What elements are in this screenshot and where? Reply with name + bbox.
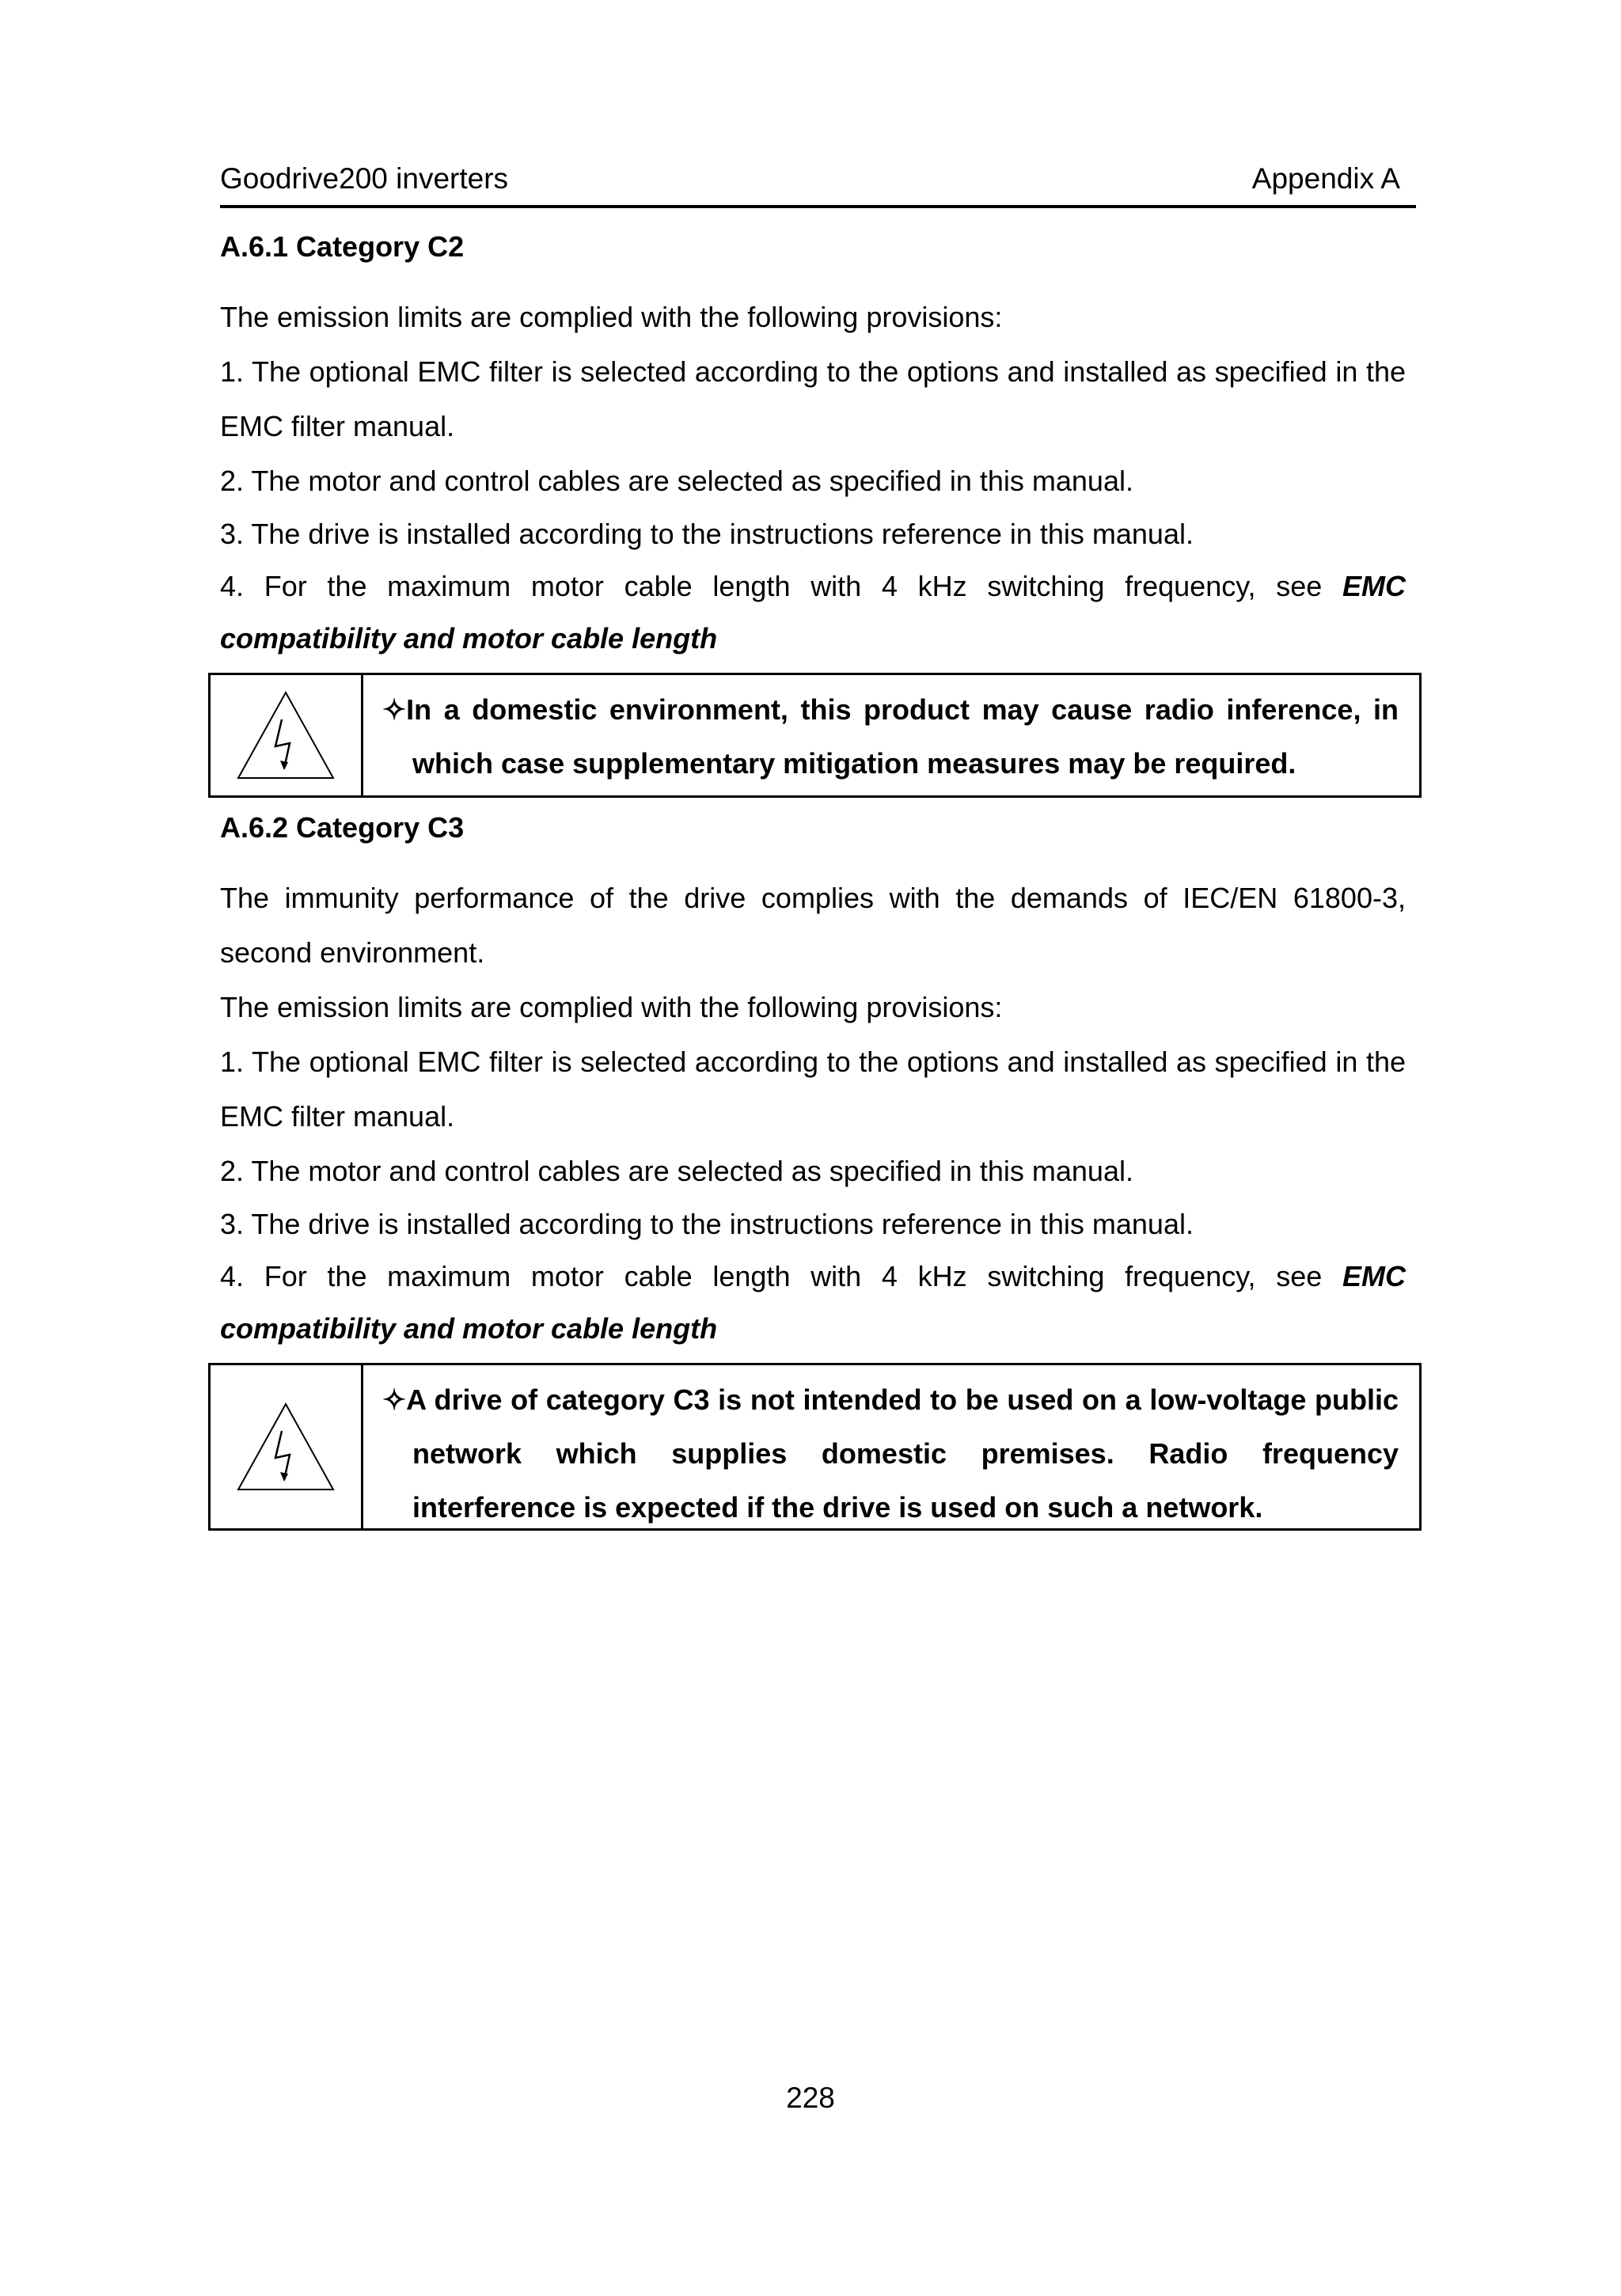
header-section: Appendix A (1251, 162, 1400, 195)
list-item-text: 4. For the maximum motor cable length with 4 kHz switching frequency, see (220, 570, 1342, 602)
section-heading: A.6.2 Category C3 (220, 811, 465, 844)
warning-text: ✧In a domestic environment, this product may cause radio inference, in which case supplementary mitigation measures may be required. (382, 693, 1399, 780)
page-content (220, 231, 1406, 1545)
intro-paragraph: The emission limits are complied with the following provisions: (220, 301, 1003, 333)
list-item-text: 4. For the maximum motor cable length with 4 kHz switching frequency, see (220, 1260, 1342, 1292)
section-category-c3 (220, 812, 1406, 1531)
list-item: 3. The drive is installed according to the instructions reference in this manual. (220, 1208, 1194, 1240)
list-item: 2. The motor and control cables are selected as specified in this manual. (220, 1155, 1133, 1187)
electrical-hazard-icon (234, 1399, 337, 1494)
cross-reference: EMC compatibility and motor cable length (220, 570, 1406, 655)
cross-reference: EMC compatibility and motor cable length (220, 1260, 1406, 1345)
electrical-hazard-icon (234, 688, 337, 783)
warning-box (208, 1363, 1422, 1531)
list-item (220, 1250, 1406, 1355)
warning-bullet: ✧ (382, 1383, 407, 1416)
list-item: 2. The motor and control cables are selected as specified in this manual. (220, 465, 1133, 497)
warning-box (208, 673, 1422, 798)
warning-bullet: ✧ (382, 693, 407, 726)
intro-paragraph: The immunity performance of the drive complies with the demands of IEC/EN 61800-3, second environment. (220, 882, 1406, 969)
list-item (220, 560, 1406, 665)
warning-text-cell (363, 675, 1419, 795)
page-header (220, 162, 1416, 208)
list-item: 1. The optional EMC filter is selected according to the options and installed as specified in the EMC filter manual. (220, 1046, 1406, 1133)
page-number: 228 (786, 2082, 835, 2114)
warning-text-cell (363, 1365, 1419, 1528)
list-item: 1. The optional EMC filter is selected according to the options and installed as specified in the EMC filter manual. (220, 355, 1406, 442)
section-heading: A.6.1 Category C2 (220, 230, 465, 263)
warning-icon-cell (211, 1365, 363, 1528)
warning-icon-cell (211, 675, 363, 795)
section-category-c2 (220, 231, 1406, 798)
warning-text: ✧A drive of category C3 is not intended to be used on a low-voltage public network which supplies domestic premises. Radio frequency interference is expected if the drive is used on such a network. (382, 1383, 1399, 1524)
intro-paragraph: The emission limits are complied with the following provisions: (220, 991, 1003, 1023)
list-item: 3. The drive is installed according to the instructions reference in this manual. (220, 518, 1194, 550)
header-title: Goodrive200 inverters (220, 162, 509, 195)
